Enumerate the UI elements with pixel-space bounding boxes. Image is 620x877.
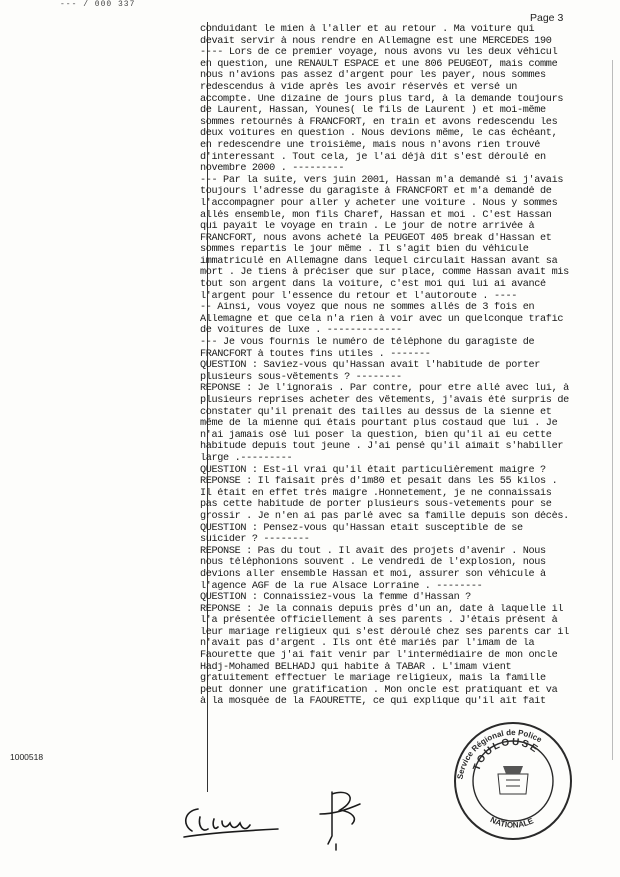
- stamp-bottom-text: NATIONALE: [488, 815, 535, 830]
- text-line: Hadj-Mohamed BELHADJ qui habite à TABAR . L'imam vient: [200, 661, 512, 673]
- text-line: -- Ainsi, vous voyez que nous ne sommes allés de 3 fois en: [200, 302, 535, 314]
- svg-text:Service Régional de Police: [455, 728, 543, 780]
- text-line: pas cette habitude de porter plusieurs sous-vetements pour se: [200, 499, 552, 511]
- text-line: REPONSE : Il faisait près d'1m80 et pesait dans les 55 kilos .: [200, 476, 558, 488]
- text-line: sommes retournés à FRANCFORT, en train et avons redescendu les: [200, 116, 558, 128]
- text-line: toujours l'adresse du garagiste à FRANCFORT et m'a demandé de: [200, 186, 552, 198]
- text-line: FRANCFORT, nous avons acheté la PEUGEOT 405 break d'Hassan et: [200, 232, 552, 244]
- text-line: l'a présentée officiellement à ses parents . J'étais présent à: [200, 615, 558, 627]
- text-line: en redescendre une troisième, mais nous n'avons rien trouvé: [200, 139, 541, 151]
- text-line: habitude depuis tout jeune . J'ai pensé qu'il aimait s'habiller: [200, 441, 564, 453]
- text-line: suicider ? --------: [200, 534, 310, 546]
- police-stamp: [448, 716, 578, 846]
- text-line: conduidant le mien à l'aller et au retour . Ma voiture qui: [200, 24, 535, 35]
- text-line: redescendus à vide après les avoir réservés et versé un: [200, 81, 517, 93]
- text-line: REPONSE : Je l'ignorais . Par contre, pour etre allé avec lui, à: [200, 383, 569, 395]
- text-line: QUESTION : Pensez-vous qu'Hassan etait susceptible de se: [200, 522, 523, 534]
- text-line: de voitures de luxe . -------------: [200, 325, 402, 337]
- text-line: nous n'avions pas assez d'argent pour les payer, nous sommes: [200, 70, 546, 82]
- text-line: mort . Je tiens à préciser que sur place, comme Hassan avait mis: [200, 267, 569, 279]
- text-line: novembre 2000 . ---------: [200, 163, 345, 175]
- text-line: constater qu'il prenait des tailles au dessus de la sienne et: [200, 406, 552, 418]
- text-line: grossir . Je n'en ai pas parlé avec sa famille depuis son décès.: [200, 510, 569, 522]
- text-line: d'interessant . Tout cela, je l'ai déjà dit s'est déroulé en: [200, 151, 546, 163]
- page-number: Page 3: [530, 12, 564, 24]
- text-line: Allemagne et que cela n'a rien à voir avec un quelconque trafic: [200, 313, 564, 325]
- text-line: devions aller ensemble Hassan et moi, assurer son véhicule à: [200, 568, 546, 580]
- text-line: leur mariage religieux qui s'est déroulé chez ses parents car il: [200, 626, 569, 638]
- text-line: REPONSE : Pas du tout . Il avait des projets d'avenir . Nous: [200, 545, 546, 557]
- text-line: --- Par la suite, vers juin 2001, Hassan m'a demandé si j'avais: [200, 174, 564, 186]
- text-line: de Laurent, Hassan, Younes( le fils de Laurent ) et moi-même: [200, 105, 546, 117]
- text-line: deux voitures en question . Nous devions même, le cas échéant,: [200, 128, 558, 140]
- statement-text: [200, 24, 615, 784]
- text-line: tout son argent dans la voiture, c'est moi qui lui ai avancé: [200, 279, 546, 291]
- text-line: même de la mienne qui étais pourtant plus costaud que lui . Je: [200, 418, 558, 430]
- text-line: l'agence AGF de la rue Alsace Lorraine . --------: [200, 580, 483, 592]
- text-line: n'ai jamais osé lui poser la question, bien qu'il ai eu cette: [200, 429, 552, 441]
- text-line: gratuitement effectuer le mariage religieux, mais la famille: [200, 673, 546, 685]
- text-line: Faourette que j'ai fait venir par l'intermédiaire de mon oncle: [200, 650, 558, 662]
- text-line: large .---------: [200, 452, 293, 464]
- text-line: --- Je vous fournis le numéro de téléphone du garagiste de: [200, 337, 535, 349]
- text-line: l'accompagner pour aller y acheter une voiture . Nous y sommes: [200, 197, 558, 209]
- text-line: accompte. Une dizaine de jours plus tard, à la demande toujours: [200, 93, 564, 105]
- signature-officer: [312, 784, 372, 854]
- text-line: ---- Lors de ce premier voyage, nous avons vu les deux véhicul: [200, 47, 558, 59]
- text-line: QUESTION : Saviez-vous qu'Hassan avait l'habitude de porter: [200, 360, 541, 372]
- text-line: allés ensemble, mon fils Charef, Hassan et moi . C'est Hassan: [200, 209, 552, 221]
- text-line: QUESTION : Est-il vrai qu'il était particulièrement maigre ?: [200, 464, 546, 476]
- text-line: en question, une RENAULT ESPACE et une 806 PEUGEOT, mais comme: [200, 58, 558, 70]
- text-line: plusieurs sous-vêtements ? --------: [200, 371, 402, 383]
- text-line: qui payait le voyage en train . Le jour de notre arrivée à: [200, 221, 535, 233]
- signature-witness: [178, 795, 288, 845]
- text-line: FRANCFORT à toutes fins utiles . -------: [200, 348, 431, 360]
- reference-number: --- / 000 337: [60, 0, 136, 9]
- text-line: sommes repartis le jour même . Il s'agit bien du véhicule: [200, 244, 529, 256]
- stamp-city: TOULOUSE: [471, 736, 541, 773]
- text-line: peut donner une gratification . Mon oncle est pratiquant et va: [200, 684, 558, 696]
- text-line: QUESTION : Connaissiez-vous la femme d'Hassan ?: [200, 592, 471, 604]
- text-line: n'avait pas d'argent . Ils ont été mariés par l'imam de la: [200, 638, 535, 650]
- stamp-top-text: Service Régional de Police: [455, 727, 544, 780]
- text-line: à la mosquée de la FAOURETTE, ce qui explique qu'il ait fait: [200, 696, 546, 708]
- text-line: devait servir à nous rendre en Allemagne est une MERCEDES 190: [200, 35, 552, 47]
- text-line: l'argent pour l'essence du retour et l'autoroute . ----: [200, 290, 517, 302]
- margin-document-id: 1000518: [10, 752, 44, 762]
- text-line: nous téléphonions souvent . Le vendredi de l'explosion, nous: [200, 557, 546, 569]
- text-line: immatriculé en Allemagne dans lequel circulait Hassan avant sa: [200, 255, 558, 267]
- text-line: Il était en effet très maigre .Honnetement, je ne connaissais: [200, 487, 552, 499]
- text-line: REPONSE : Je la connais depuis près d'un an, date à laquelle il: [200, 603, 564, 615]
- text-line: plusieurs reprises acheter des vêtements, j'avais été surpris de: [200, 395, 569, 406]
